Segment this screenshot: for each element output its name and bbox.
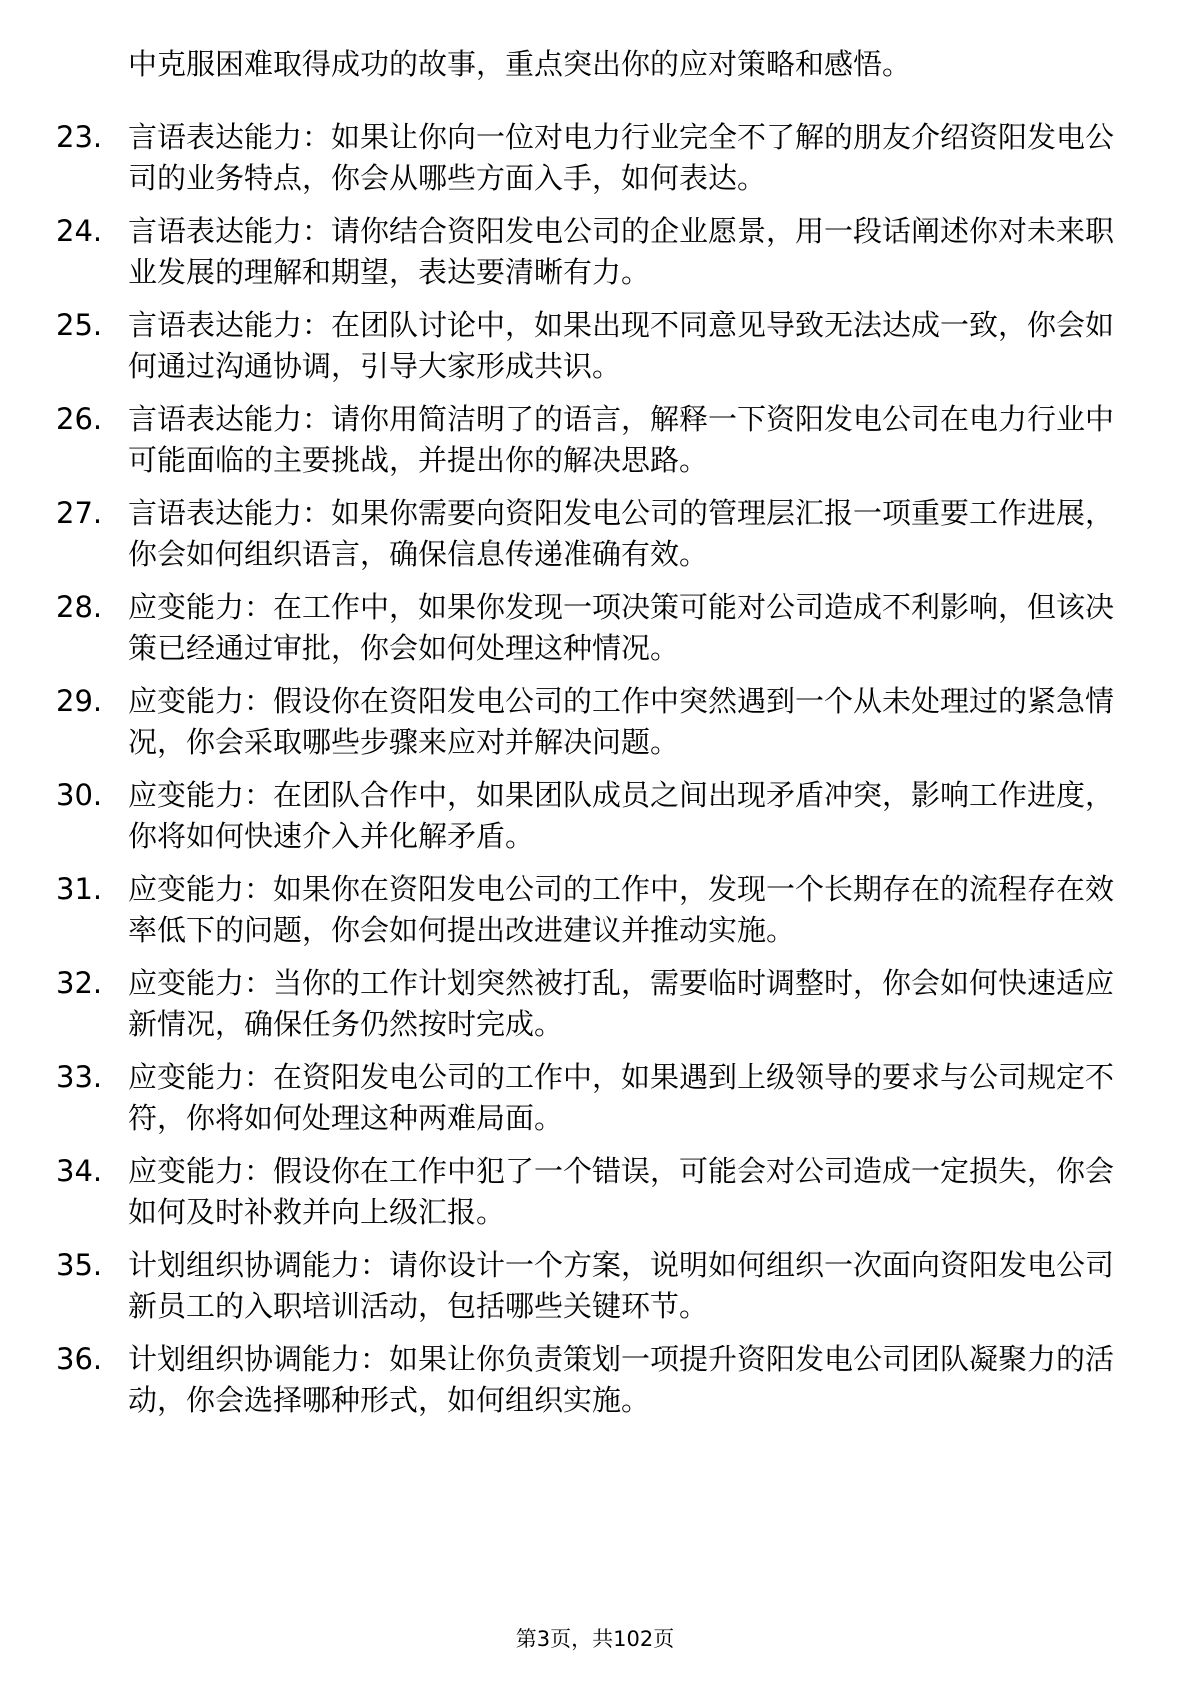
question-text: 应变能力：在工作中，如果你发现一项决策可能对公司造成不利影响，但该决策已经通过审批，你会如何处理这种情况。: [128, 590, 1115, 665]
question-number: 31.: [56, 872, 103, 906]
question-list: [56, 117, 1126, 1433]
question-item: [56, 211, 1126, 293]
question-number: 25.: [56, 308, 103, 342]
question-text: 言语表达能力：请你结合资阳发电公司的企业愿景，用一段话阐述你对未来职业发展的理解和期望，表达要清晰有力。: [128, 214, 1115, 289]
question-number: 24.: [56, 214, 103, 248]
question-number: 23.: [56, 120, 103, 154]
question-item: [56, 587, 1126, 669]
question-number: 26.: [56, 402, 103, 436]
question-item: [56, 1245, 1126, 1327]
question-text: 言语表达能力：如果让你向一位对电力行业完全不了解的朋友介绍资阳发电公司的业务特点，你会从哪些方面入手，如何表达。: [128, 120, 1115, 195]
question-number: 35.: [56, 1248, 103, 1282]
question-number: 30.: [56, 778, 103, 812]
question-text: 应变能力：当你的工作计划突然被打乱，需要临时调整时，你会如何快速适应新情况，确保任务仍然按时完成。: [128, 966, 1115, 1041]
question-text: 应变能力：在团队合作中，如果团队成员之间出现矛盾冲突，影响工作进度，你将如何快速介入并化解矛盾。: [128, 778, 1115, 853]
question-number: 29.: [56, 684, 103, 718]
question-item: [56, 1339, 1126, 1421]
continuation-text: 中克服困难取得成功的故事，重点突出你的应对策略和感悟。: [128, 47, 912, 81]
question-number: 36.: [56, 1342, 103, 1376]
question-number: 33.: [56, 1060, 103, 1094]
question-item: [56, 775, 1126, 857]
question-text: 应变能力：如果你在资阳发电公司的工作中，发现一个长期存在的流程存在效率低下的问题，你会如何提出改进建议并推动实施。: [128, 872, 1115, 947]
page-footer: 第3页，共102页: [515, 1627, 675, 1651]
question-item: [56, 1057, 1126, 1139]
question-number: 27.: [56, 496, 103, 530]
question-item: [56, 869, 1126, 951]
question-number: 34.: [56, 1154, 103, 1188]
question-number: 32.: [56, 966, 103, 1000]
question-text: 应变能力：假设你在工作中犯了一个错误，可能会对公司造成一定损失，你会如何及时补救并向上级汇报。: [128, 1154, 1115, 1229]
question-text: 言语表达能力：如果你需要向资阳发电公司的管理层汇报一项重要工作进展，你会如何组织语言，确保信息传递准确有效。: [128, 496, 1115, 571]
question-text: 计划组织协调能力：如果让你负责策划一项提升资阳发电公司团队凝聚力的活动，你会选择哪种形式，如何组织实施。: [128, 1342, 1115, 1417]
question-item: [56, 1151, 1126, 1233]
question-text: 应变能力：在资阳发电公司的工作中，如果遇到上级领导的要求与公司规定不符，你将如何处理这种两难局面。: [128, 1060, 1115, 1135]
question-text: 应变能力：假设你在资阳发电公司的工作中突然遇到一个从未处理过的紧急情况，你会采取哪些步骤来应对并解决问题。: [128, 684, 1115, 759]
question-item: [56, 305, 1126, 387]
question-item: [56, 117, 1126, 199]
question-text: 言语表达能力：在团队讨论中，如果出现不同意见导致无法达成一致，你会如何通过沟通协调，引导大家形成共识。: [128, 308, 1115, 383]
question-item: [56, 681, 1126, 763]
question-text: 计划组织协调能力：请你设计一个方案，说明如何组织一次面向资阳发电公司新员工的入职培训活动，包括哪些关键环节。: [128, 1248, 1115, 1323]
question-item: [56, 493, 1126, 575]
question-text: 言语表达能力：请你用简洁明了的语言，解释一下资阳发电公司在电力行业中可能面临的主要挑战，并提出你的解决思路。: [128, 402, 1115, 477]
question-item: [56, 399, 1126, 481]
question-number: 28.: [56, 590, 103, 624]
question-item: [56, 963, 1126, 1045]
